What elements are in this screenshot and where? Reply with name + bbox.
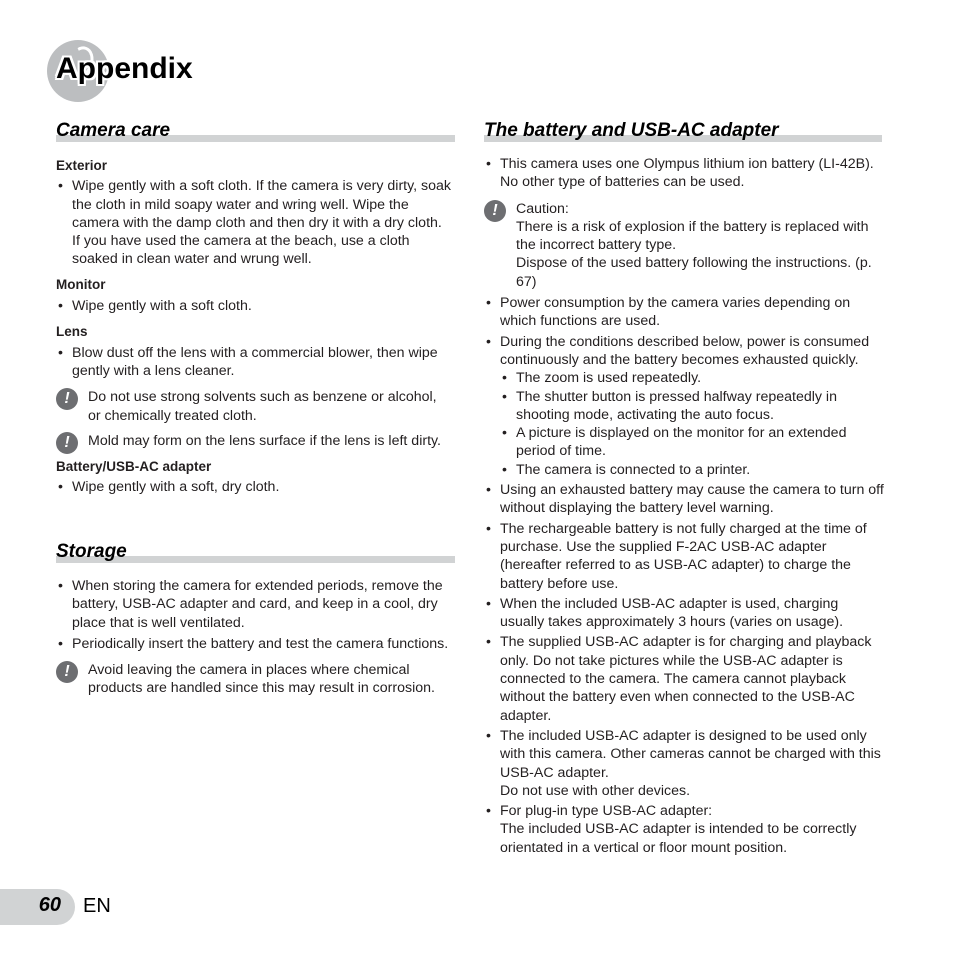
caution-note: ! Caution: There is a risk of explosion if the battery is replaced with the incorrect battery type. Dispose of the used battery following the instructions. (p. 67) [484, 200, 884, 291]
list-item: • Power consumption by the camera varies depending on which functions are used. [484, 294, 884, 331]
caution-icon: ! [484, 200, 506, 222]
list-item: • Wipe gently with a soft, dry cloth. [56, 478, 452, 496]
list-item: • The rechargeable battery is not fully charged at the time of purchase. Use the supplied F-2AC USB-AC adapter (hereafter referred to as USB-AC adapter) to charge the battery before use. [484, 520, 884, 593]
list-item: • For plug-in type USB-AC adapter: The included USB-AC adapter is intended to be correctly orientated in a vertical or floor mount position. [484, 802, 884, 857]
list-item: • This camera uses one Olympus lithium ion battery (LI-42B). No other type of batteries can be used. [484, 155, 884, 192]
list-item: • Using an exhausted battery may cause the camera to turn off without displaying the battery level warning. [484, 481, 884, 518]
camera-care-heading: Camera care [56, 120, 455, 142]
sub-list-item: • A picture is displayed on the monitor for an extended period of time. [500, 424, 884, 461]
storage-heading: Storage [56, 541, 455, 563]
camera-care-section [56, 157, 452, 497]
list-item: • When the included USB-AC adapter is used, charging usually takes approximately 3 hours (varies on usage). [484, 595, 884, 632]
list-item: • Wipe gently with a soft cloth. If the camera is very dirty, soak the cloth in mild soapy water and wring well. Wipe the camera with the damp cloth and then dry it with a dry cloth. If you have used the camera at the beach, use a cloth soaked in clean water and wrung well. [56, 177, 452, 268]
page-title: Appendix [56, 52, 193, 85]
exterior-heading: Exterior [56, 158, 108, 173]
list-item: • When storing the camera for extended periods, remove the battery, USB-AC adapter and card, and keep in a cool, dry place that is well ventilated. [56, 577, 452, 632]
caution-note: ! Avoid leaving the camera in places where chemical products are handled since this may result in corrosion. [56, 661, 452, 698]
lens-heading: Lens [56, 324, 88, 340]
sub-list-item: • The zoom is used repeatedly. [500, 369, 884, 387]
list-item: • Wipe gently with a soft cloth. [56, 297, 452, 315]
battery-usb-heading: The battery and USB-AC adapter [484, 120, 882, 142]
list-item: • The supplied USB-AC adapter is for charging and playback only. Do not take pictures while the USB-AC adapter is connected to the camera. The camera cannot playback without the battery even when connected to the USB-AC adapter. [484, 633, 884, 724]
battery-section [484, 155, 884, 857]
list-item: • The included USB-AC adapter is designed to be used only with this camera. Other cameras cannot be charged with this USB-AC adapter. Do not use with other devices. [484, 727, 884, 800]
caution-icon: ! [56, 432, 78, 454]
list-item: • Blow dust off the lens with a commercial blower, then wipe gently with a lens cleaner. [56, 344, 452, 381]
caution-icon: ! [56, 661, 78, 683]
caution-note: ! Do not use strong solvents such as benzene or alcohol, or chemically treated cloth. [56, 388, 452, 425]
sub-list-item: • The shutter button is pressed halfway repeatedly in shooting mode, activating the auto focus. [500, 388, 884, 425]
language-label: EN [83, 895, 111, 917]
monitor-heading: Monitor [56, 276, 106, 292]
list-item: • Periodically insert the battery and test the camera functions. [56, 635, 452, 653]
battery-adapter-heading: Battery/USB-AC adapter [56, 459, 212, 475]
page-number: 60 [38, 894, 61, 916]
storage-section [56, 577, 452, 698]
caution-note: ! Mold may form on the lens surface if the lens is left dirty. [56, 432, 452, 450]
sub-list-item: • The camera is connected to a printer. [500, 461, 884, 479]
caution-icon: ! [56, 388, 78, 410]
list-item: • During the conditions described below, power is consumed continuously and the battery becomes exhausted quickly. • The zoom is used repeatedly. • The shutter button is pressed halfway repeatedly in shooting mode, activating the auto focus. • A picture is displayed on the monitor for an extended period of time. • The camera is connected to a printer. [484, 333, 884, 479]
page-number-tab [0, 889, 75, 925]
